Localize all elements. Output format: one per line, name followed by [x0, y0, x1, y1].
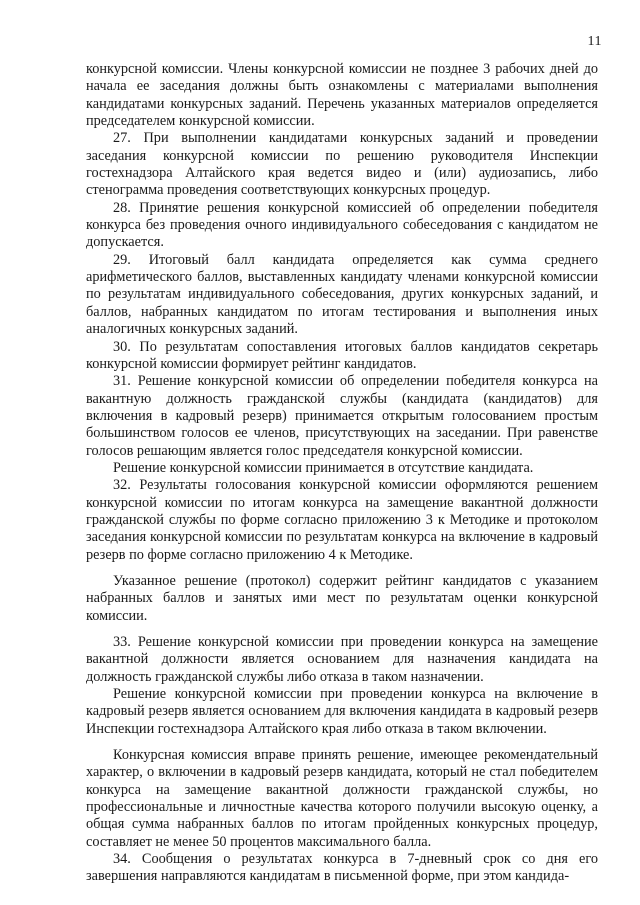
paragraph-p31: 31. Решение конкурсной комиссии об определении победителя конкурса на вакантную должность гражданской службы (кандидата (кандидатов) для включения в кадровый резерв) принимается открытым голосованием простым большинством голосов ее членов, присутствующих на заседании. При равенстве голосов решающим является голос председателя конкурсной комиссии.	[86, 373, 598, 459]
paragraph-p33b: Решение конкурсной комиссии при проведении конкурса на включение в кадровый резерв является основанием для включения кандидата в кадровый резерв Инспекции гостехнадзора Алтайского края либо отказа в таком включении.	[86, 686, 598, 737]
paragraph-p32b: Указанное решение (протокол) содержит рейтинг кандидатов с указанием набранных баллов и занятых ими мест по результатам оценки конкурсной комиссии.	[86, 572, 598, 624]
paragraph-p33c: Конкурсная комиссия вправе принять решение, имеющее рекомендательный характер, о включении в кадровый резерв кандидата, который не стал победителем конкурса на замещение вакантной должности гражданской службы, но профессиональные и личностные качества которого получили высокую оценку, а общая сумма набранных баллов по итогам пройденных конкурсных процедур, составляет не менее 50 процентов максимального балла.	[86, 747, 598, 850]
document-body	[86, 61, 598, 886]
paragraph-p30: 30. По результатам сопоставления итоговых баллов кандидатов секретарь конкурсной комиссии формирует рейтинг кандидатов.	[86, 338, 598, 372]
paragraph-p27: 27. При выполнении кандидатами конкурсных заданий и проведении заседания конкурсной комиссии по решению руководителя Инспекции гостехнадзора Алтайского края ведется видео и (или) аудиозапись, либо стенограмма проведения соответствующих конкурсных процедур.	[86, 130, 598, 199]
paragraph-p34: 34. Сообщения о результатах конкурса в 7-дневный срок со дня его завершения направляются кандидатам в письменной форме, при этом кандида-	[86, 851, 598, 885]
paragraph-p33: 33. Решение конкурсной комиссии при проведении конкурса на замещение вакантной должности является основанием для назначения кандидата на должность гражданской службы либо отказа в таком назначении.	[86, 634, 598, 685]
paragraph-p29: 29. Итоговый балл кандидата определяется как сумма среднего арифметического баллов, выставленных кандидату членами конкурсной комиссии по результатам индивидуального собеседования, других конкурсных заданий, и баллов, набранных кандидатом по итогам тестирования и выполнения иных аналогичных конкурсных заданий.	[86, 251, 598, 338]
paragraph-p0: конкурсной комиссии. Члены конкурсной комиссии не позднее 3 рабочих дней до начала ее заседания должны быть ознакомлены с материалами выполнения кандидатами конкурсных заданий. Перечень указанных материалов определяется председателем конкурсной комиссии.	[86, 61, 598, 130]
paragraph-p28: 28. Принятие решения конкурсной комиссией об определении победителя конкурса без проведения очного индивидуального собеседования с кандидатом не допускается.	[86, 199, 598, 251]
page-number: 11	[587, 34, 602, 49]
paragraph-p31b: Решение конкурсной комиссии принимается в отсутствие кандидата.	[113, 459, 534, 476]
paragraph-p32: 32. Результаты голосования конкурсной комиссии оформляются решением конкурсной комиссии по итогам конкурса на замещение вакантной должности гражданской службы по форме согласно приложению 3 к Методике и протоколом заседания конкурсной комиссии по результатам конкурса на включение в кадровый резерв по форме согласно приложению 4 к Методике.	[86, 477, 598, 563]
